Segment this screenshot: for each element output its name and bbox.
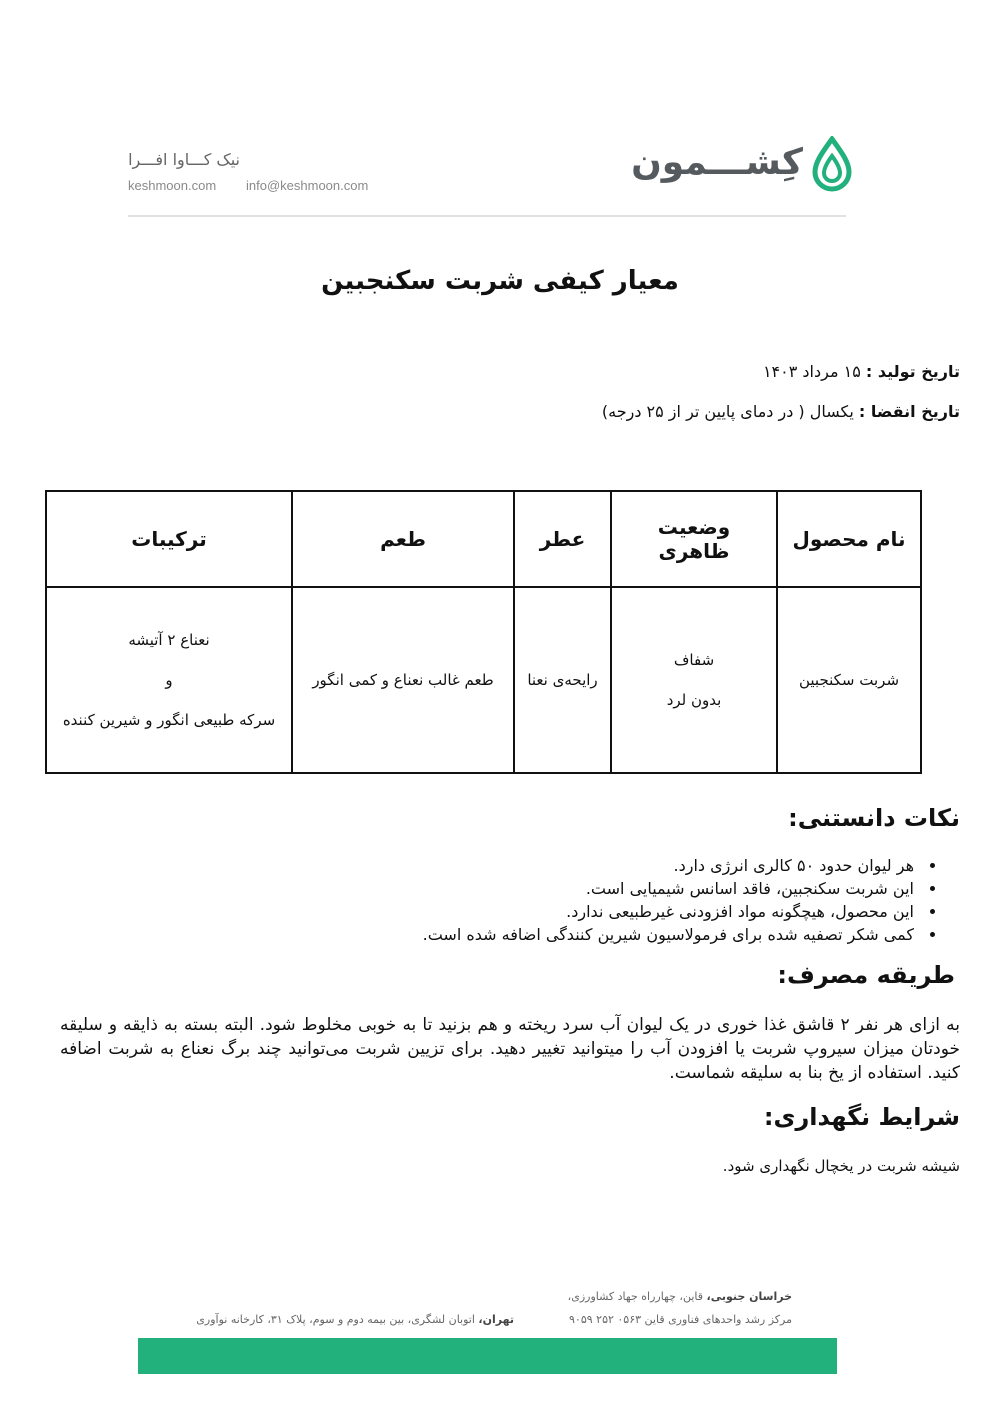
- leaf-drop-icon: [811, 136, 853, 192]
- ingredient-line: سرکه طبیعی انگور و شیرین کننده: [62, 711, 276, 730]
- footer-address-tehran: [196, 1313, 514, 1326]
- ingredient-line: و: [165, 670, 173, 689]
- notes-heading: نکات دانستنی:: [788, 804, 960, 832]
- footer-address: قاین، چهارراه جهاد کشاورزی،: [567, 1290, 704, 1303]
- production-date: [763, 362, 960, 381]
- production-date-value: ۱۵ مرداد ۱۴۰۳: [762, 362, 861, 381]
- header-ingredients: ترکیبات: [46, 491, 292, 587]
- expiry-date: [602, 402, 960, 421]
- notes-list: [298, 854, 940, 946]
- quality-spec-table: [45, 490, 922, 774]
- cell-product-name: شربت سکنجبین: [777, 587, 921, 773]
- cell-aroma: رایحه‌ی نعنا: [514, 587, 611, 773]
- list-item: • این شربت سکنجبین، فاقد اسانس شیمیایی است.: [298, 877, 918, 900]
- expiry-date-value: یکسال ( در دمای پایین تر از ۲۵ درجه): [601, 402, 854, 421]
- footer-region: تهران،: [478, 1313, 514, 1326]
- footer-accent-bar: [138, 1338, 837, 1374]
- expiry-date-label: تاریخ انقضا :: [858, 402, 960, 421]
- list-item: • هر لیوان حدود ۵۰ کالری انرژی دارد.: [298, 854, 918, 877]
- table-header-row: [46, 491, 921, 587]
- header-appearance: وضعیت ظاهری: [611, 491, 777, 587]
- cell-ingredients: [46, 587, 292, 773]
- appearance-line: بدون لرد: [666, 691, 722, 709]
- footer-address-line-2: مرکز رشد واحدهای فناوری قاین ۰۵۶۳ ۲۵۲ ۹۰۵۹: [569, 1313, 792, 1326]
- brand-name: کِشـــمون: [631, 142, 803, 183]
- storage-paragraph: شیشه شربت در یخچال نگهداری شود.: [722, 1157, 960, 1175]
- header-divider: [128, 215, 846, 217]
- company-website[interactable]: keshmoon.com: [128, 178, 217, 193]
- table-row: [46, 587, 921, 773]
- storage-heading: شرایط نگهداری:: [763, 1103, 960, 1131]
- footer-address-line-1: [568, 1290, 792, 1303]
- cell-appearance: [611, 587, 777, 773]
- header-aroma: عطر: [514, 491, 611, 587]
- usage-heading: طریقه مصرف:: [777, 961, 955, 989]
- header-taste: طعم: [292, 491, 514, 587]
- cell-taste: طعم غالب نعناع و کمی انگور: [292, 587, 514, 773]
- production-date-label: تاریخ تولید :: [865, 362, 960, 381]
- brand-logo: [631, 136, 853, 192]
- header-product-name: نام محصول: [777, 491, 921, 587]
- footer-address: اتوبان لشگری، بین بیمه دوم و سوم، پلاک ۳۱، کارخانه نوآوری: [196, 1313, 475, 1326]
- document-title: معیار کیفی شربت سکنجبین: [321, 266, 679, 296]
- company-name: نیک کـــاوا افـــرا: [128, 150, 240, 169]
- list-item: • این محصول، هیچگونه مواد افزودنی غیرطبیعی ندارد.: [298, 900, 918, 923]
- company-email[interactable]: info@keshmoon.com: [246, 178, 369, 193]
- footer-region: خراسان جنوبی،: [706, 1290, 792, 1303]
- list-item: • کمی شکر تصفیه شده برای فرمولاسیون شیرین کنندگی اضافه شده است.: [298, 923, 918, 946]
- appearance-line: شفاف: [673, 650, 715, 669]
- ingredient-line: نعناع ۲ آتیشه: [128, 630, 210, 649]
- usage-paragraph: به ازای هر نفر ۲ قاشق غذا خوری در یک لیوان آب سرد ریخته و هم بزنید تا به خوبی مخلوط شود. البته بسته به ذایقه و سلیقه خودتان میزان سیروپ شربت یا افزودن آب را میتوانید تغییر دهید. برای تزیین شربت می‌توانید چند برگ نعناع به شربت اضافه کنید. استفاده از یخ بنا به سلیقه شماست.: [60, 1015, 960, 1083]
